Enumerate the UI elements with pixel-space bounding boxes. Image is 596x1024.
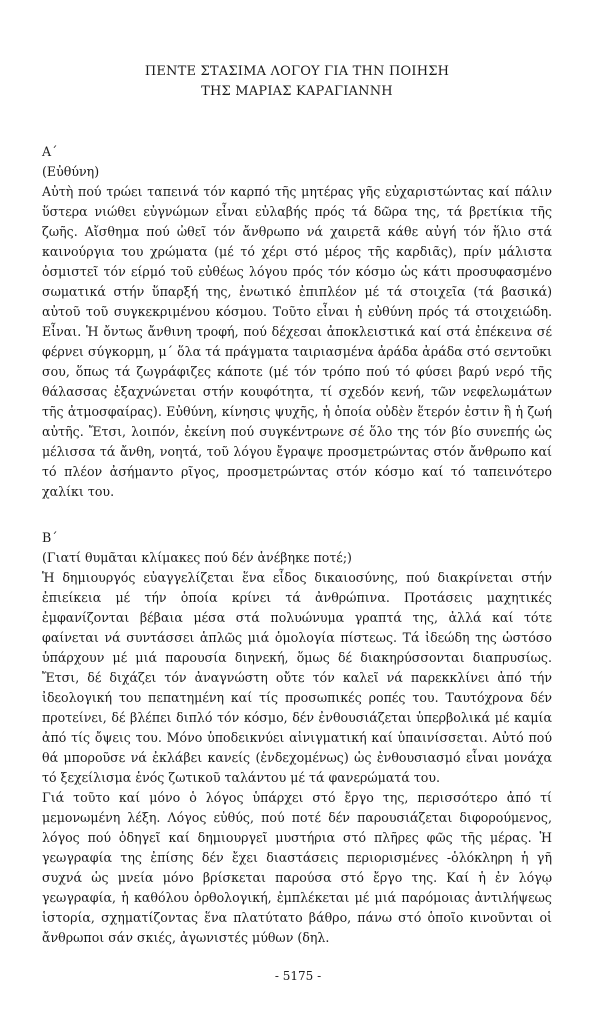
paragraph: Γιά τοῦτο καί μόνο ὁ λόγος ὑπάρχει στό ἔργο της, περισσότερο ἀπό τί μεμονωμένη λέξη. Λόγος εὐθύς, πού ποτέ δέν παρουσιάζεται διφορούμενος, λόγος πού ὁδηγεῖ καί δημιουργεῖ μυστήρια στό πλῆρες φῶς τῆς μέρας. Ἡ γεωγραφία της ἐπίσης δέν ἔχει διαστάσεις περιορισμένες -ὁλόκληρη ἡ γῆ συχνά ὡς μνεία μόνο βρίσκεται παρούσα στό ἔργο της. Καί ἡ ἐν λόγῳ γεωγραφία, ἡ καθόλου ὀρθολογική, ἐμπλέκεται μέ μιά παρόμοιας ἀντιλήψεως ἱστορία, σχηματίζοντας ἕνα πλατύτατο βάθρο, πάνω στό ὁποῖο κινοῦνται οἱ ἄνθρωποι σάν σκιές, ἀγωνιστές μύθων (δηλ. [42, 790, 552, 945]
section-subtitle: (Γιατί θυμᾶται κλίμακες πού δέν ἀνέβηκε ποτέ;) [42, 550, 352, 565]
section-heading: Α΄ [42, 144, 58, 159]
document-title [42, 62, 552, 102]
paragraph: Αὐτὴ πού τρώει ταπεινά τόν καρπό τῆς μητέρας γῆς εὐχαριστώντας καί πάλιν ὕστερα νιώθει εὐγνώμων εἶναι εὐλαβής πρός τά δῶρα της, τά βρετίκια τῆς ζωῆς. Αἴσθημα πού ὠθεῖ τόν ἄνθρωπο νά χαιρετᾶ κάθε αὐγή τόν ἥλιο στά καινούργια του χρώματα (μέ τό χέρι στό μέρος τῆς καρδιᾶς), πρίν μάλιστα ὀσμιστεῖ τόν είρμό τοῦ εὐθέως λόγου πρός τόν κόσμο ὡς κάτι προσυφασμένο σωματικά στήν ὕπαρξή της, ἐνωτικό ἐπιπλέον μέ τά στοιχεῖα (τά βασικά) αὐτοῦ τοῦ συγκεκριμένου κόσμου. Τοῦτο εἶναι ἡ εὐθύνη πρός τά στοιχειώδη. Εἶναι. Ἡ ὄντως ἄνθινη τροφή, πού δέχεσαι ἀποκλειστικά καί στά ἐπέκεινα σέ φέρνει σύγκορμη, μ΄ ὅλα τά πράγματα ταιριασμένα ἀράδα ἀράδα στό σεντοῦκι σου, ὅπως τά ζωγράφιζες κάποτε (μέ τόν τρόπο πού τό φύσει βαρύ νερό τῆς θάλασσας ἐξαχνώνεται στήν κουφότητα, τί σχεδόν κενή, τῶν νεφελωμάτων τῆς ἀτμοσφαίρας). Εὐθύνη, κίνησις ψυχῆς, ἡ ὁποία οὐδὲν ἕτερόν ἐστιν ἢ ἡ ζωή αὐτῆς. Ἔτσι, λοιπόν, ἐκείνη πού συγκέντρωνε σέ ὅλο της τόν βίο συνεπής ὡς μέλισσα τά ἄνθη, νοητά, τοῦ λόγου ἔγραψε προσμετρώντας στόν ἄνθρωπο καί τό πλέον ἀσήμαντο ρῖγος, προσμετρώντας στόν κόσμο καί τό ταπεινότερο χαλίκι του. [42, 184, 552, 499]
section-heading: Β΄ [42, 530, 58, 545]
page-number: - 5175 - [274, 969, 322, 983]
section-subtitle: (Εὐθύνη) [42, 164, 100, 179]
section-b [42, 528, 552, 948]
paragraph: Ἡ δημιουργός εὐαγγελίζεται ἕνα εἶδος δικαιοσύνης, πού διακρίνεται στήν ἐπιείκεια μέ τήν ὁποία κρίνει τά ἀνθρώπινα. Προτάσεις μαχητικές ἐμφανίζονται βέβαια μέσα στά πολυώνυμα γραπτά της, ἀλλά καί τότε φαίνεται νά συντάσσει ἁπλῶς μιά ὁμολογία πίστεως. Τά ἰδεώδη της ὡστόσο ὑπάρχουν μέ μιά παρουσία διηνεκή, ὅμως δέ διακηρύσσονται διαπρυσίως. Ἔτσι, δέ διχάζει τόν ἀναγνώστη οὔτε τόν καλεῖ νά παρεκκλίνει ἀπό τήν ἰδεολογική του πεπατημένη καί τίς προσωπικές ροπές του. Ταυτόχρονα δέν προτείνει, δέ βλέπει διπλό τόν κόσμο, δέν ἐνθουσιάζεται ὑπερβολικά μέ καμία ἀπό τίς ὄψεις του. Μόνο ὑποδεικνύει αἰνιγματική καί ὑπαινίσσεται. Αὐτό πού θά μποροῦσε νά ἐκλάβει κανείς (ἐνδεχομένως) ὡς ἐνθουσιασμό εἶναι μονάχα τό ξεχείλισμα ἑνός ζωτικοῦ ταλάντου μέ τά φανερώματά του. [42, 570, 552, 785]
title-line-2: ΤΗΣ ΜΑΡΙΑΣ ΚΑΡΑΓΙΑΝΝΗ [201, 84, 393, 99]
section-a [42, 142, 552, 502]
title-line-1: ΠΕΝΤΕ ΣΤΑΣΙΜΑ ΛΟΓΟΥ ΓΙΑ ΤΗΝ ΠΟΙΗΣΗ [144, 64, 450, 79]
